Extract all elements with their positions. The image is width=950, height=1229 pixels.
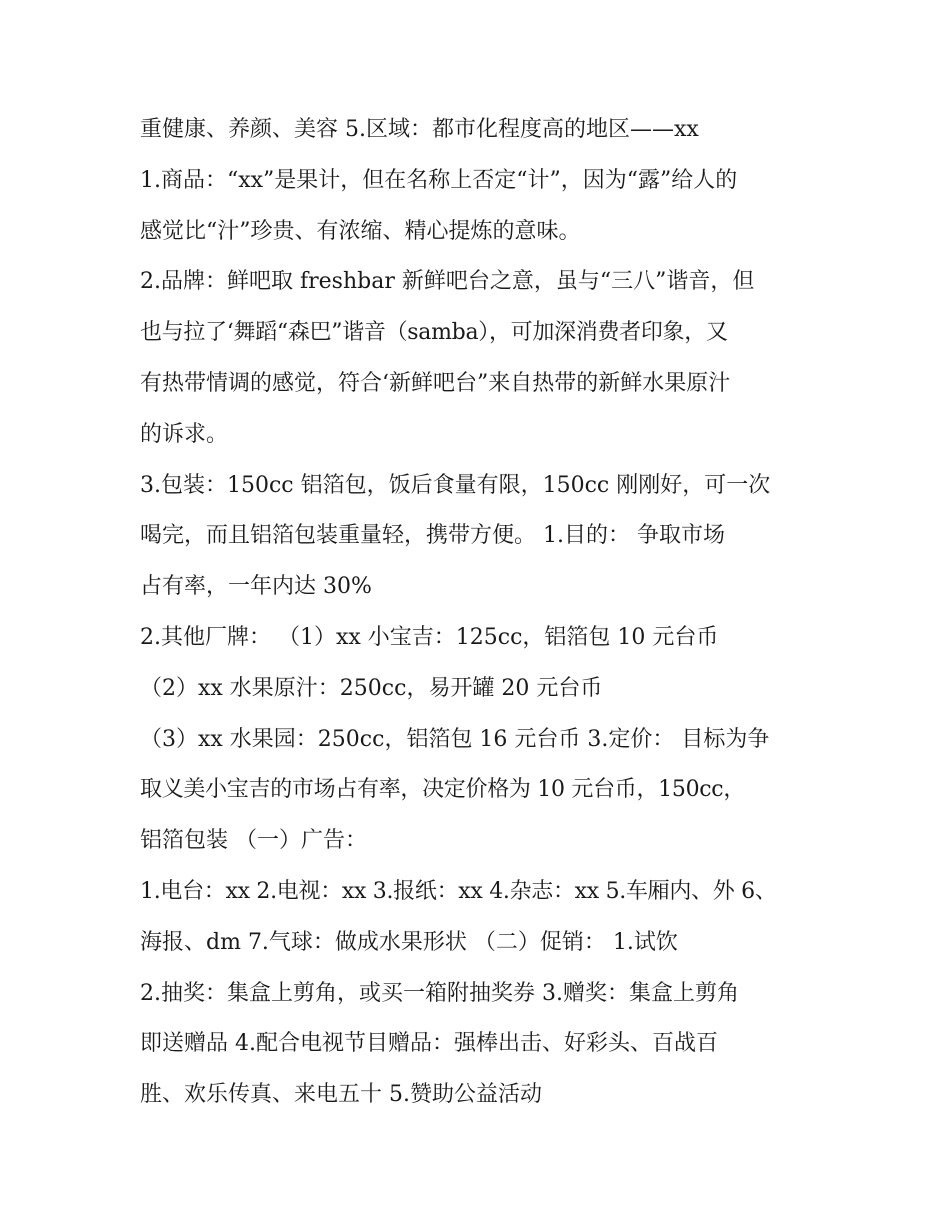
text-line: 感觉比“汁”珍贵、有浓缩、精心提炼的意味。 bbox=[140, 218, 581, 244]
text-line: 2.其他厂牌： （1）xx 小宝吉：125cc，铝箔包 10 元台币 bbox=[140, 624, 719, 650]
text-line: （2）xx 水果原汁：250cc，易开罐 20 元台币 bbox=[140, 675, 603, 701]
text-line: 2.抽奖：集盒上剪角，或买一箱附抽奖券 3.赠奖：集盒上剪角 bbox=[140, 980, 739, 1006]
text-line: 即送赠品 4.配合电视节目赠品：强棒出击、好彩头、百战百 bbox=[140, 1031, 718, 1057]
text-line: 占有率，一年内达 30% bbox=[140, 574, 372, 600]
text-line: 喝完，而且铝箔包装重量轻，携带方便。 1.目的： 争取市场 bbox=[140, 523, 725, 549]
text-line: 3.包装：150cc 铝箔包，饭后食量有限，150cc 刚刚好，可一次 bbox=[140, 472, 771, 498]
text-line: 1.商品：“xx”是果计，但在名称上否定“计”，因为“露”给人的 bbox=[140, 167, 738, 193]
text-line: 取义美小宝吉的市场占有率，决定价格为 10 元台币，150cc， bbox=[140, 777, 746, 803]
text-line: 铝箔包装 （一）广告： bbox=[140, 828, 367, 854]
text-line: 胜、欢乐传真、来电五十 5.赞助公益活动 bbox=[140, 1082, 542, 1108]
text-line: 2.品牌：鲜吧取 freshbar 新鲜吧台之意，虽与“三八”谐音，但 bbox=[140, 269, 755, 295]
text-line: （3）xx 水果园：250cc，铝箔包 16 元台币 3.定价： 目标为争 bbox=[140, 726, 770, 752]
document-body bbox=[140, 105, 820, 1121]
text-line: 也与拉了‘舞蹈“森巴”谐音（samba），可加深消费者印象，又 bbox=[140, 320, 728, 346]
text-line: 有热带情调的感觉，符合‘新鲜吧台”来自热带的新鲜水果原汁 bbox=[140, 370, 731, 396]
text-line: 重健康、养颜、美容 5.区域：都市化程度高的地区——xx bbox=[140, 117, 699, 142]
text-line: 1.电台：xx 2.电视：xx 3.报纸：xx 4.杂志：xx 5.车厢内、外 6、 bbox=[140, 878, 777, 904]
text-line: 海报、dm 7.气球：做成水果形状 （二）促销： 1.试饮 bbox=[140, 929, 678, 955]
text-line: 的诉求。 bbox=[140, 421, 229, 447]
